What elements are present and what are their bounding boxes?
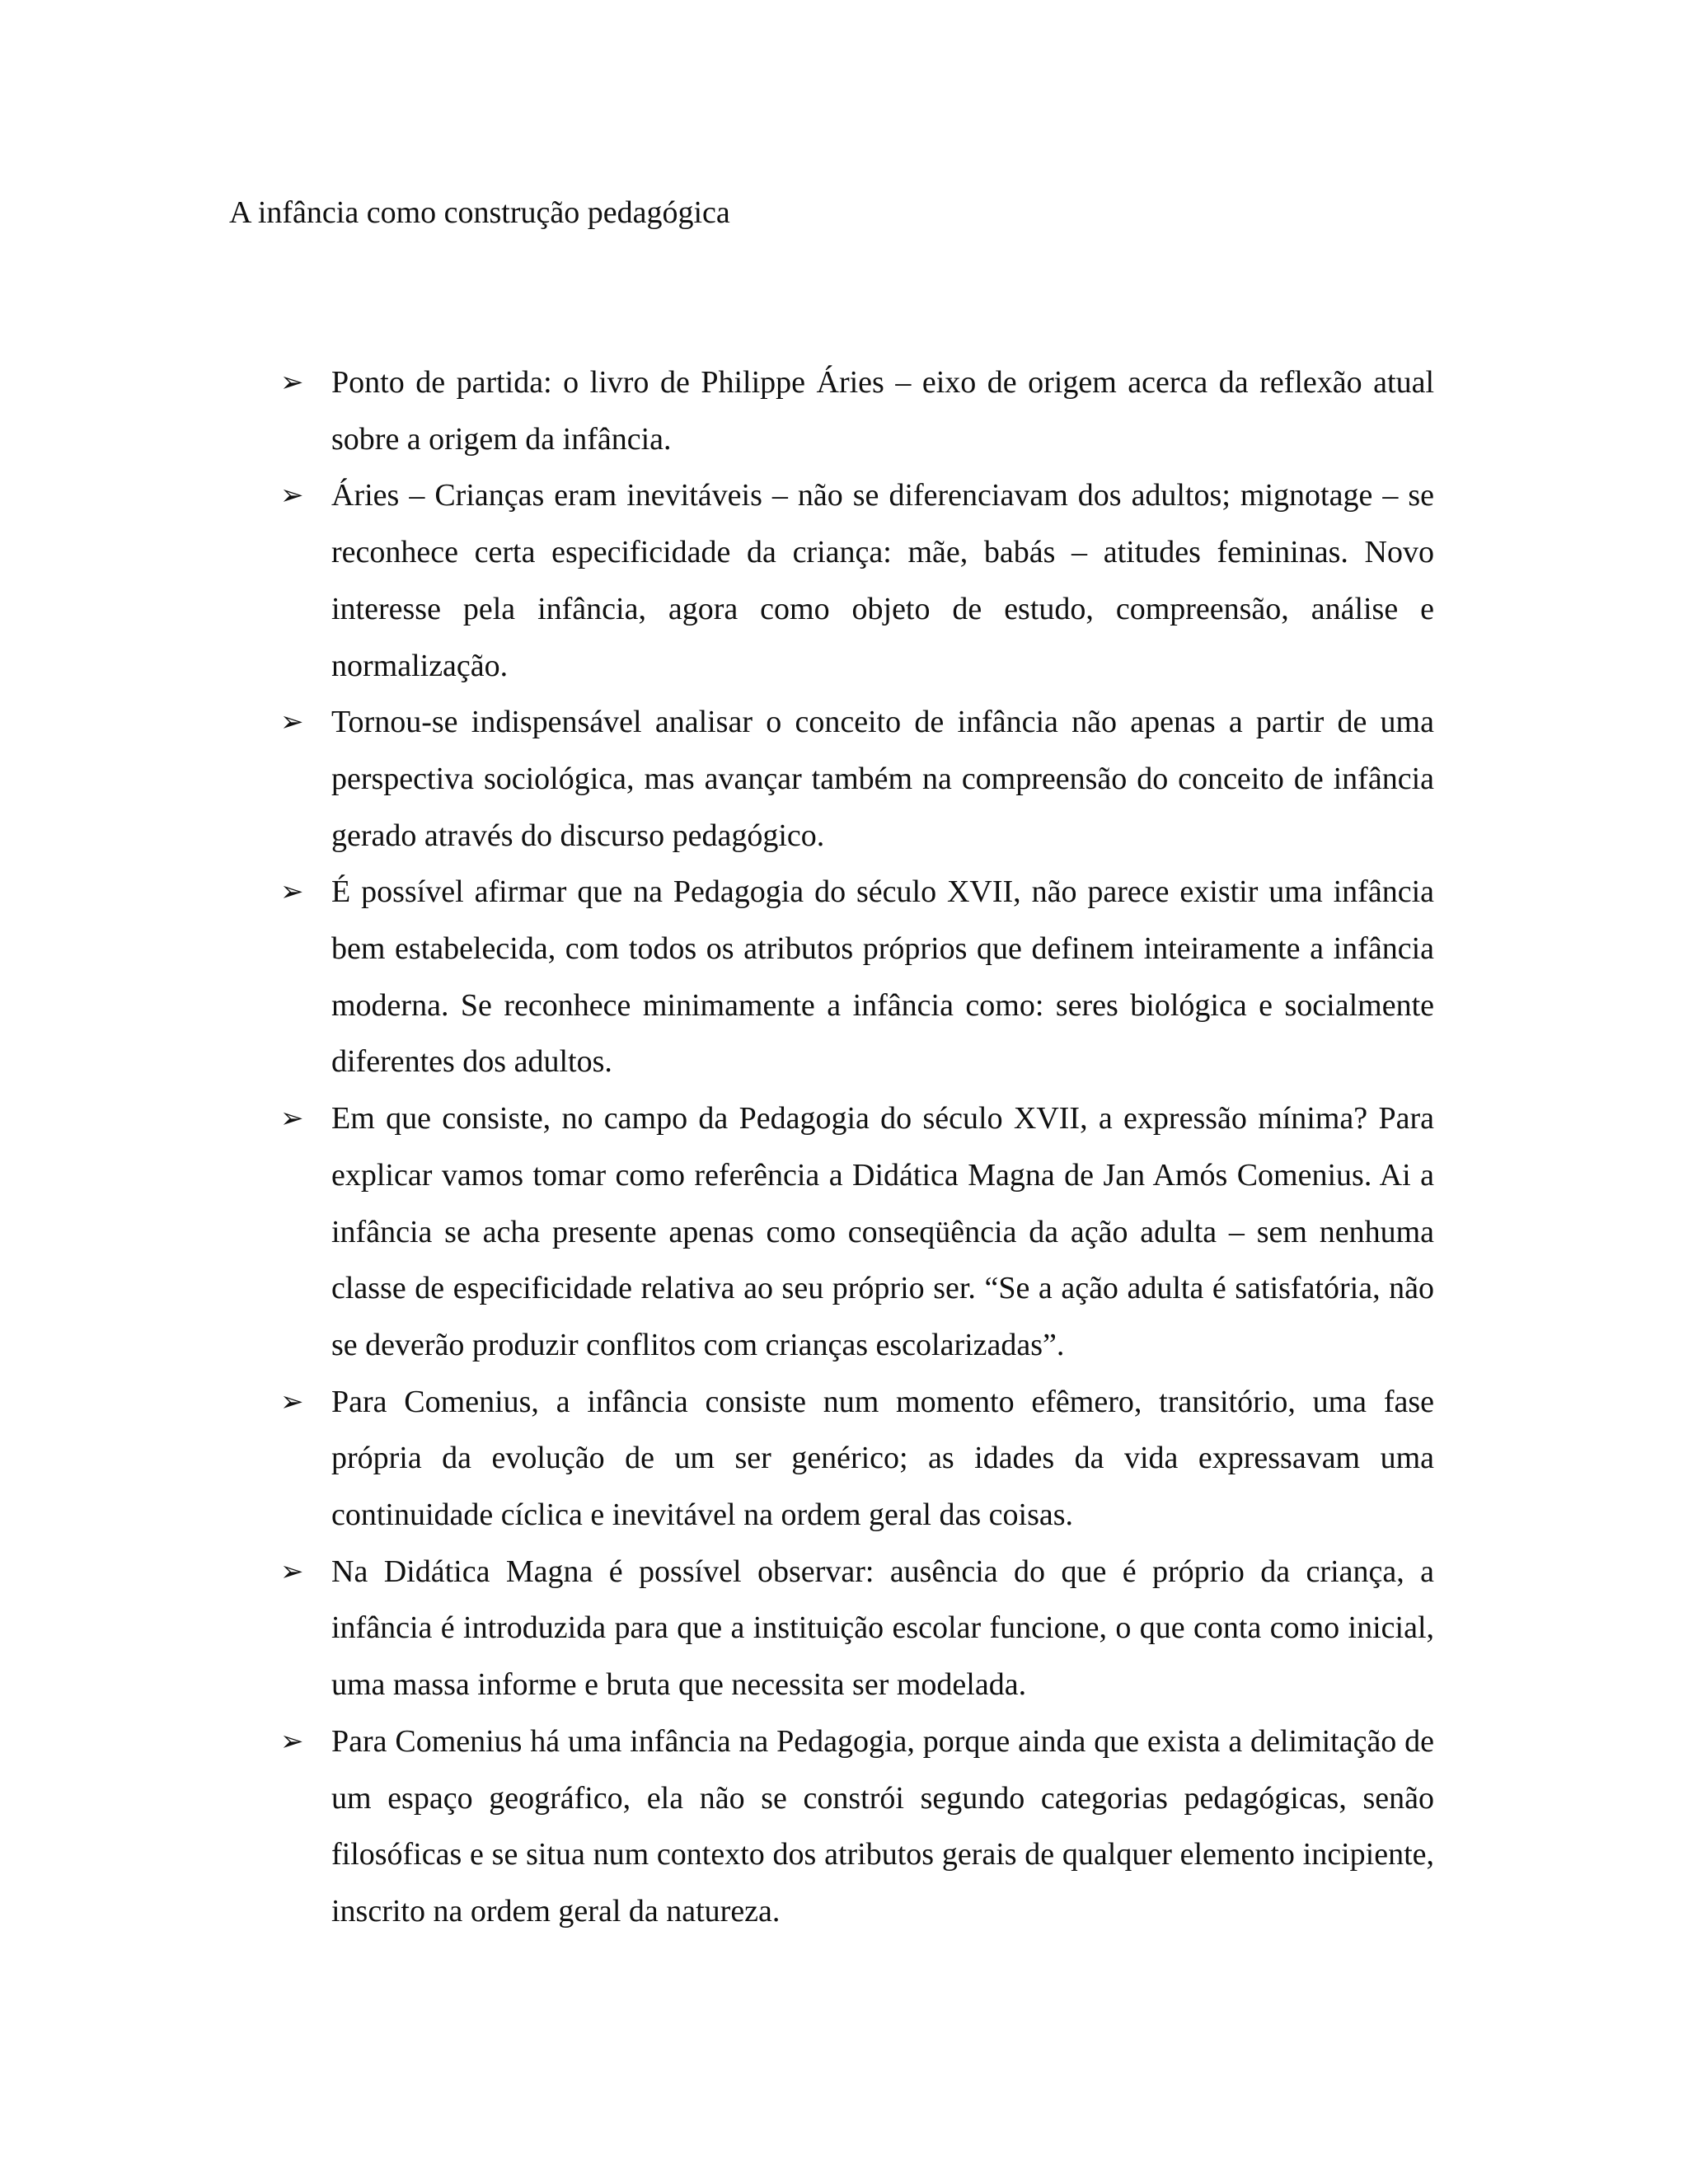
list-item — [280, 694, 1434, 864]
list-item-text: Em que consiste, no campo da Pedagogia do século XVII, a expressão mínima? Para explicar vamos tomar como referência a Didática Magna de Jan Amós Comenius. Ai a infância se acha presente apenas como conseqüência da ação adulta – sem nenhuma classe de especificidade relativa ao seu próprio ser. “Se a ação adulta é satisfatória, não se deverão produzir conflitos com crianças escolarizadas”. — [331, 1101, 1434, 1362]
list-item — [280, 1544, 1434, 1713]
bullet-list — [280, 354, 1434, 1940]
list-item-text: Áries – Crianças eram inevitáveis – não se diferenciavam dos adultos; mignotage – se reconhece certa especificidade da criança: mãe, babás – atitudes femininas. Novo interesse pela infância, agora como objeto de estudo, compreensão, análise e normalização. — [331, 478, 1434, 683]
arrow-bullet-icon: ➢ — [280, 479, 304, 513]
list-item-text: Tornou-se indispensável analisar o conceito de infância não apenas a partir de uma perspectiva sociológica, mas avançar também na compreensão do conceito de infância gerado através do discurso pedagógico. — [331, 705, 1434, 853]
document-title: A infância como construção pedagógica — [229, 195, 730, 230]
list-item-text: Para Comenius, a infância consiste num momento efêmero, transitório, uma fase própria da evolução de um ser genérico; as idades da vida expressavam uma continuidade cíclica e inevitável na ordem geral das coisas. — [331, 1384, 1434, 1533]
arrow-bullet-icon: ➢ — [280, 705, 304, 739]
arrow-bullet-icon: ➢ — [280, 366, 304, 399]
list-item — [280, 1374, 1434, 1544]
arrow-bullet-icon: ➢ — [280, 1102, 304, 1136]
arrow-bullet-icon: ➢ — [280, 1554, 304, 1588]
list-item — [280, 1713, 1434, 1940]
list-item — [280, 354, 1434, 467]
arrow-bullet-icon: ➢ — [280, 1385, 304, 1418]
list-item-text: É possível afirmar que na Pedagogia do século XVII, não parece existir uma infância bem estabelecida, com todos os atributos próprios que definem inteiramente a infância moderna. Se reconhece minimamente a infância como: seres biológica e socialmente diferentes dos adultos. — [331, 874, 1434, 1080]
list-item — [280, 864, 1434, 1090]
list-item-text: Para Comenius há uma infância na Pedagogia, porque ainda que exista a delimitação de um espaço geográfico, ela não se constrói segundo categorias pedagógicas, senão filosóficas e se situa num contexto dos atributos gerais de qualquer elemento incipiente, inscrito na ordem geral da natureza. — [331, 1723, 1434, 1929]
arrow-bullet-icon: ➢ — [280, 1724, 304, 1758]
list-item — [280, 467, 1434, 694]
list-item-text: Na Didática Magna é possível observar: ausência do que é próprio da criança, a infância é introduzida para que a instituição escolar funcione, o que conta como inicial, uma massa informe e bruta que necessita ser modelada. — [331, 1554, 1434, 1703]
list-item — [280, 1090, 1434, 1374]
list-item-text: Ponto de partida: o livro de Philippe Áries – eixo de origem acerca da reflexão atual sobre a origem da infância. — [331, 365, 1434, 457]
arrow-bullet-icon: ➢ — [280, 875, 304, 909]
